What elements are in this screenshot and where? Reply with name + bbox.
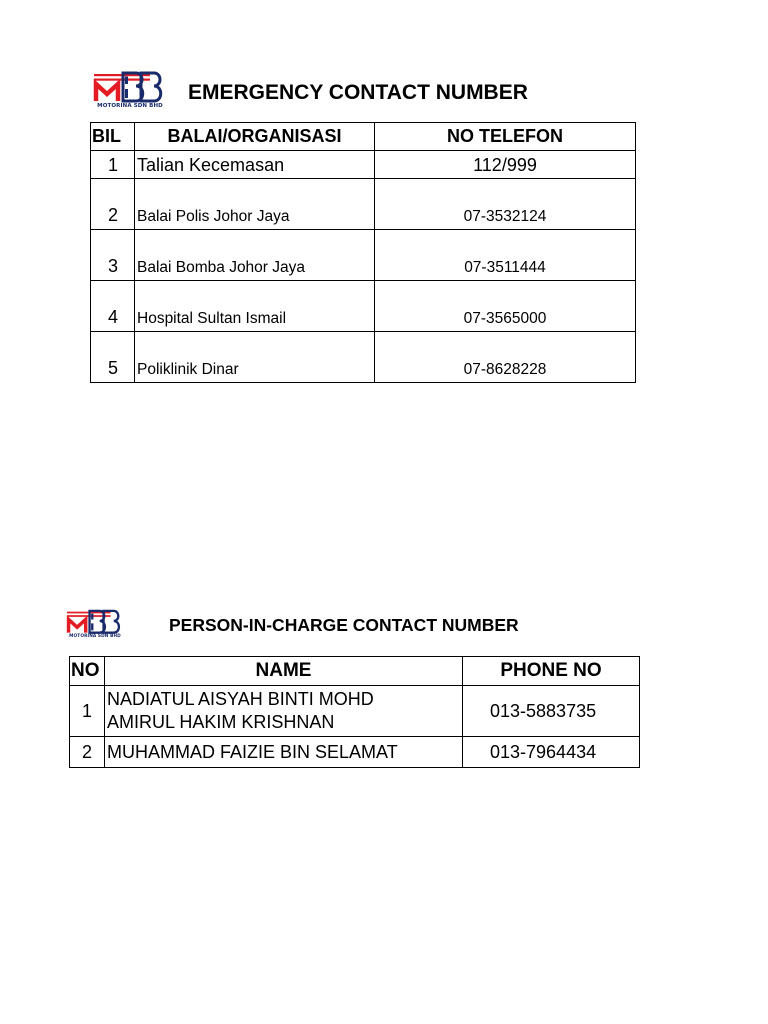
telephone-number: 07-3511444 [375,230,636,281]
row-number: 1 [91,151,135,179]
mbb-logo-icon [93,68,167,104]
person-name-line: AMIRUL HAKIM KRISHNAN [107,712,335,732]
row-number: 4 [91,281,135,332]
person-name: MUHAMMAD FAIZIE BIN SELAMAT [105,737,463,768]
organisation-name: Poliklinik Dinar [135,332,375,383]
row-number: 2 [70,737,105,768]
row-number: 2 [91,179,135,230]
table-row [91,281,636,332]
mbb-logo-icon [66,607,124,635]
table-row [91,179,636,230]
logo-caption: MOTORINA SDN BHD [97,103,163,109]
table-row [91,230,636,281]
organisation-name: Hospital Sultan Ismail [135,281,375,332]
organisation-name: Balai Polis Johor Jaya [135,179,375,230]
header-organisation: BALAI/ORGANISASI [135,123,375,151]
row-number: 5 [91,332,135,383]
telephone-number: 07-8628228 [375,332,636,383]
table-header-row [91,123,636,151]
organisation-name: Balai Bomba Johor Jaya [135,230,375,281]
telephone-number: 07-3565000 [375,281,636,332]
telephone-number: 07-3532124 [375,179,636,230]
company-logo [93,68,167,110]
person-in-charge-title: PERSON-IN-CHARGE CONTACT NUMBER [169,615,519,635]
emergency-title: EMERGENCY CONTACT NUMBER [188,81,528,104]
table-row [91,151,636,179]
phone-number: 013-7964434 [463,737,640,768]
telephone-number: 112/999 [375,151,636,179]
header-phone: PHONE NO [463,657,640,686]
header-no: NO [70,657,105,686]
emergency-contact-table [90,122,636,383]
logo-caption: MOTORINA SDN BHD [69,634,121,639]
organisation-name: Talian Kecemasan [135,151,375,179]
table-row [70,686,640,737]
table-row [91,332,636,383]
phone-number: 013-5883735 [463,686,640,737]
header-bil: BIL [91,123,135,151]
row-number: 1 [70,686,105,737]
person-name-line: NADIATUL AISYAH BINTI MOHD [107,689,374,709]
person-name [105,686,463,737]
table-row [70,737,640,768]
company-logo [66,607,124,641]
row-number: 3 [91,230,135,281]
header-telephone: NO TELEFON [375,123,636,151]
table-header-row [70,657,640,686]
person-in-charge-table [69,656,640,768]
header-name: NAME [105,657,463,686]
